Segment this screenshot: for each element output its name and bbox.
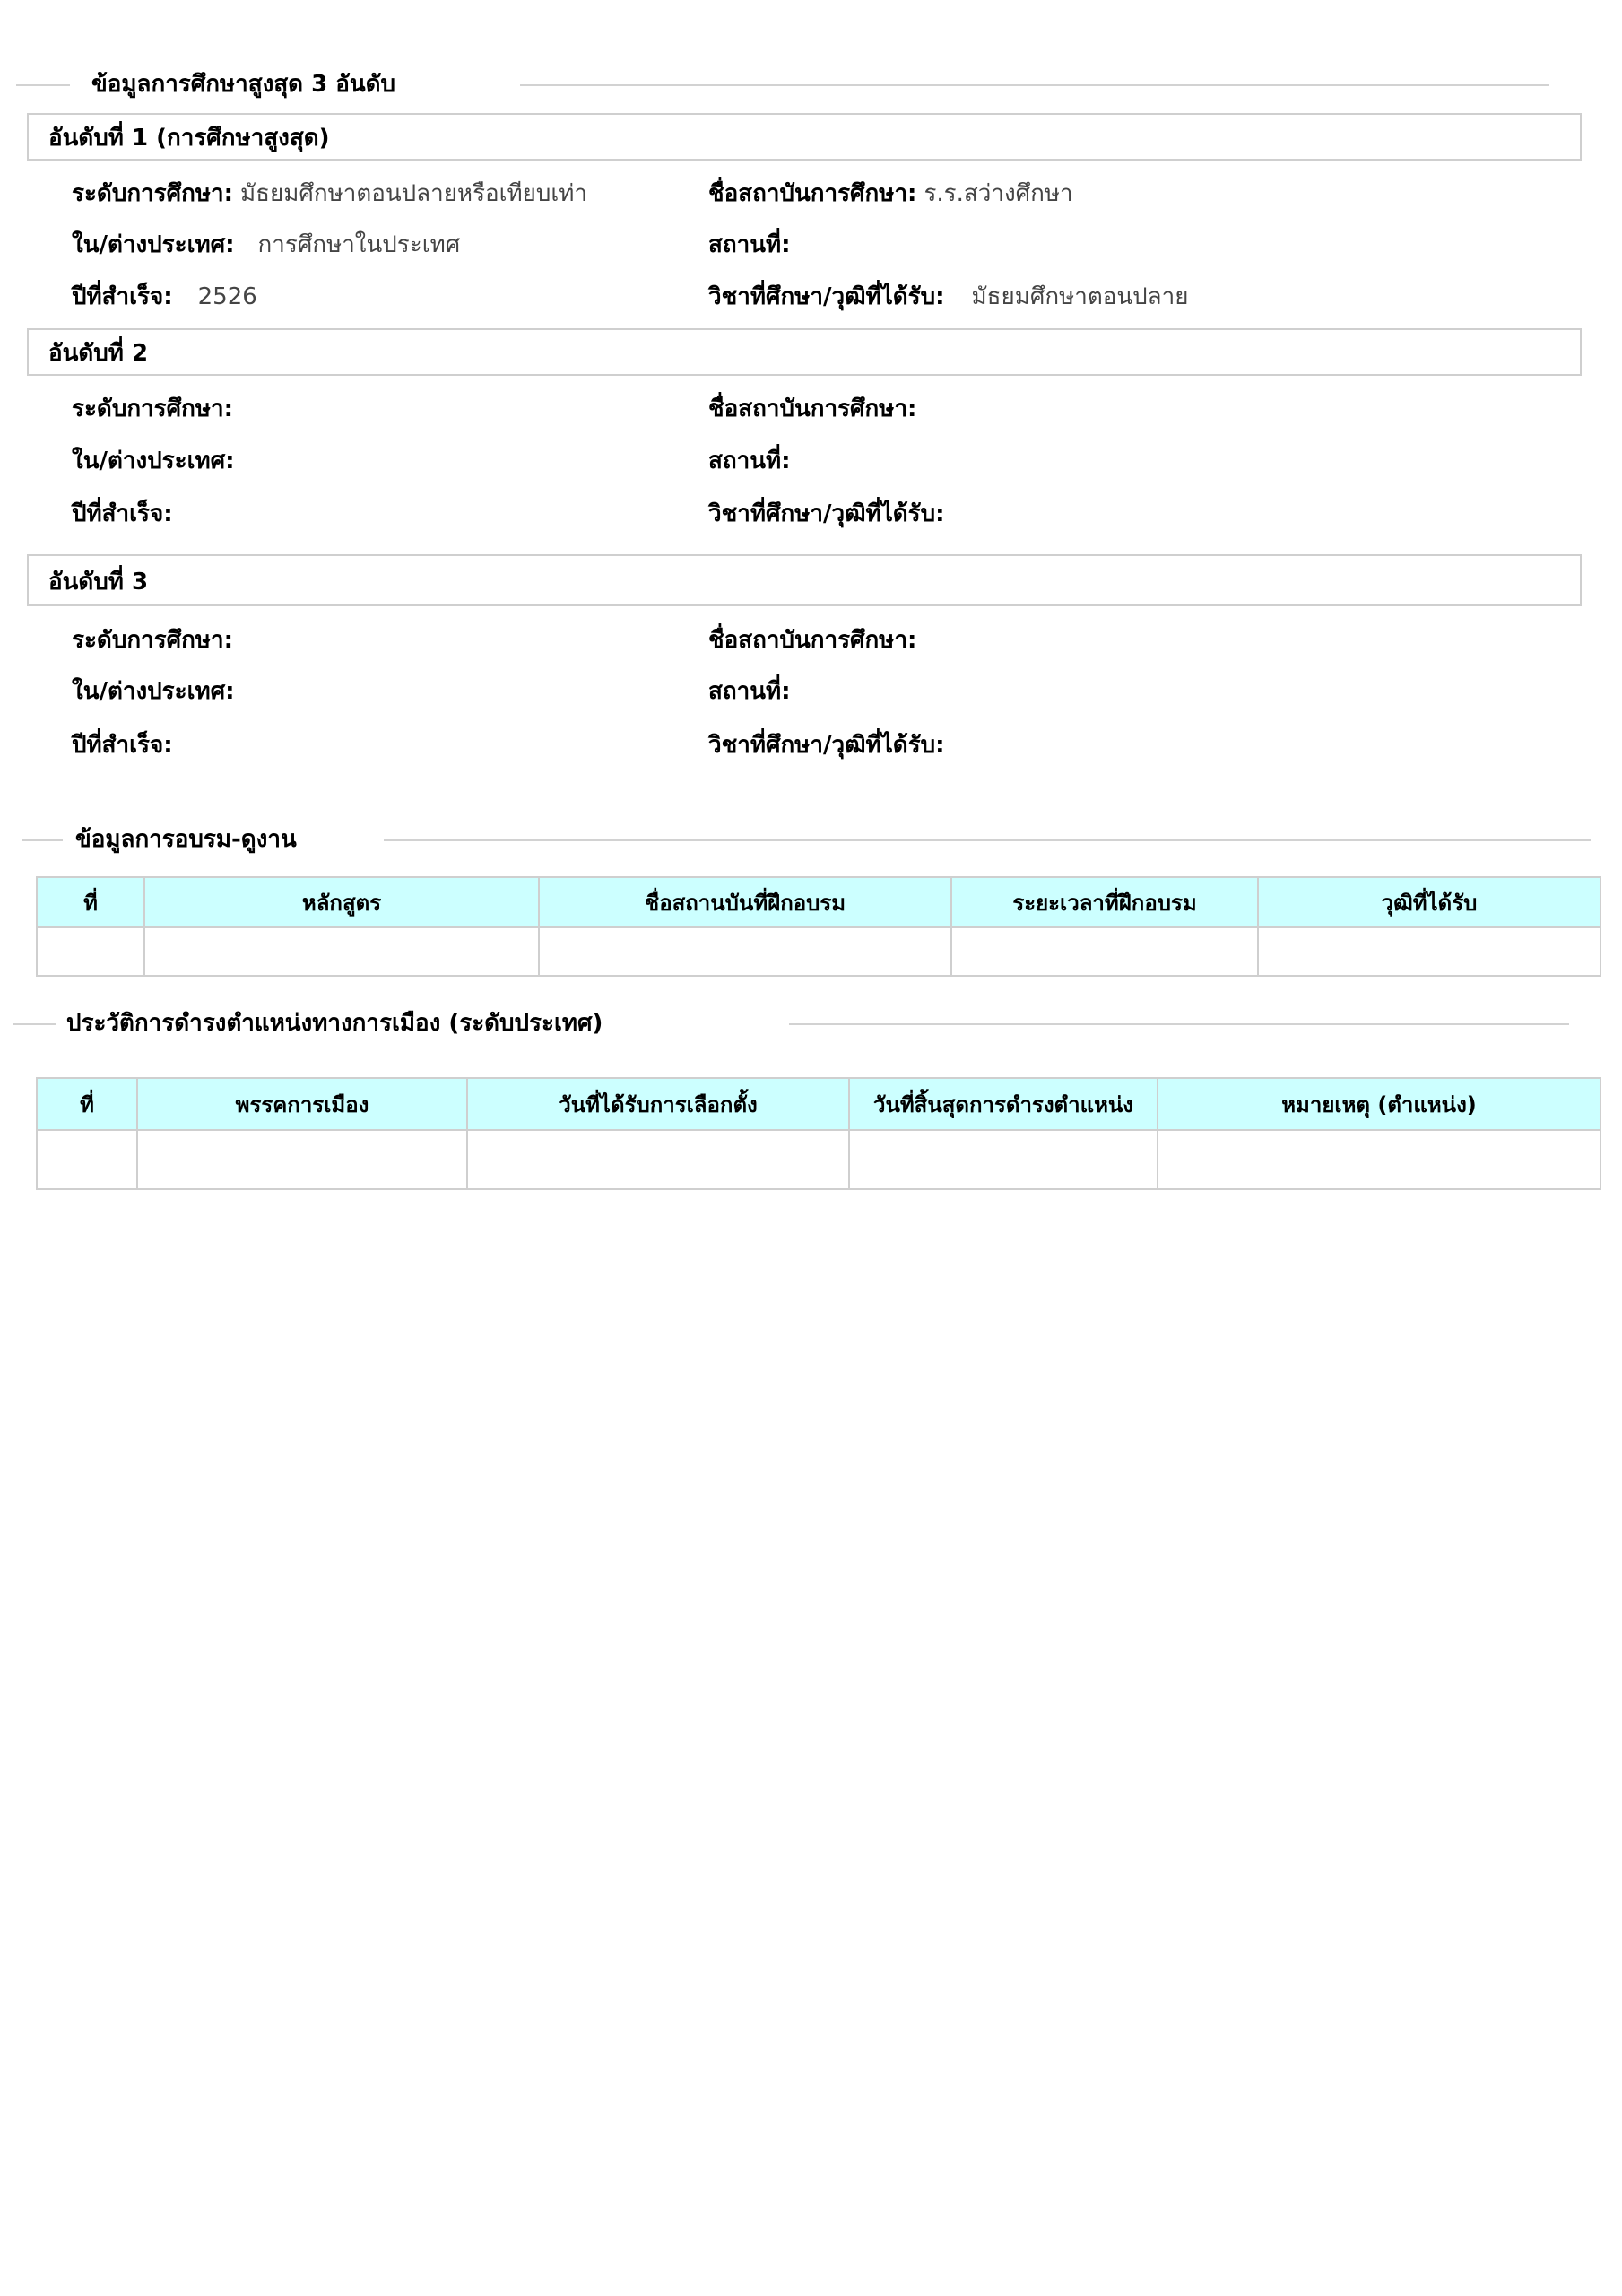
training-section-title: ข้อมูลการอบรม-ดูงาน [68,823,304,856]
label-place: สถานที่: [708,448,791,474]
training-table [36,876,1601,977]
politics-col-end-date: วันที่สิ้นสุดการดำรงตำแหน่ง [849,1078,1158,1130]
table-cell [467,1130,849,1189]
training-rule-left [22,839,63,841]
politics-rule-right [789,1023,1569,1025]
label-place: สถานที่: [708,678,791,705]
politics-section-title: ประวัติการดำรงตำแหน่งทางการเมือง (ระดับประเทศ) [59,1007,610,1039]
label-location-type: ใน/ต่างประเทศ: [72,448,235,474]
label-year: ปีที่สำเร็จ: [72,283,173,310]
training-col-duration: ระยะเวลาที่ฝึกอบรม [951,877,1258,927]
rank-1-header [27,113,1582,161]
table-cell [951,927,1258,976]
rank-2-place [708,445,803,477]
label-location-type: ใน/ต่างประเทศ: [72,678,235,705]
rank-2-title: อันดับที่ 2 [48,340,149,367]
training-col-certificate: วุฒิที่ได้รับ [1258,877,1600,927]
table-cell [1258,927,1600,976]
rank-2-header [27,328,1582,376]
label-level: ระดับการศึกษา: [72,396,234,422]
education-section-title: ข้อมูลการศึกษาสูงสุด 3 อันดับ [84,68,403,100]
table-row [37,1130,1600,1189]
table-cell [37,1130,137,1189]
rank-3-place [708,675,803,708]
value-level: มัธยมศึกษาตอนปลายหรือเทียบเท่า [240,180,588,207]
rank-1-title: อันดับที่ 1 (การศึกษาสูงสุด) [48,125,330,152]
rank-3-year [72,729,186,761]
training-col-institute: ชื่อสถานบันที่ฝึกอบรม [539,877,951,927]
table-cell [137,1130,467,1189]
label-level: ระดับการศึกษา: [72,180,234,207]
rank-3-level [72,624,246,657]
label-location-type: ใน/ต่างประเทศ: [72,231,235,258]
politics-col-remark: หมายเหตุ (ตำแหน่ง) [1158,1078,1600,1130]
rank-3-institution [708,624,929,657]
section-rule-left [16,84,70,86]
section-rule-right [520,84,1549,86]
rank-1-level [72,178,587,210]
label-year: ปีที่สำเร็จ: [72,500,173,527]
rank-3-header [27,554,1582,606]
label-major: วิชาที่ศึกษา/วุฒิที่ได้รับ: [708,500,945,527]
politics-table [36,1077,1601,1190]
rank-1-location-type [72,229,460,261]
rank-1-institution [708,178,1073,210]
politics-col-party: พรรคการเมือง [137,1078,467,1130]
label-institution: ชื่อสถาบันการศึกษา: [708,180,917,207]
table-cell [1158,1130,1600,1189]
politics-col-no: ที่ [37,1078,137,1130]
rank-1-place [708,229,803,261]
rank-2-year [72,498,186,530]
label-major: วิชาที่ศึกษา/วุฒิที่ได้รับ: [708,283,945,310]
table-cell [539,927,951,976]
label-place: สถานที่: [708,231,791,258]
table-cell [37,927,144,976]
rank-2-institution [708,393,929,425]
table-row [37,927,1600,976]
table-cell [849,1130,1158,1189]
rank-1-year [72,281,257,313]
rank-2-level [72,393,246,425]
rank-3-location-type [72,675,247,708]
value-year: 2526 [197,283,257,310]
value-major: มัธยมศึกษาตอนปลาย [971,283,1189,310]
rank-3-major [708,729,958,761]
value-location-type: การศึกษาในประเทศ [257,231,461,258]
label-major: วิชาที่ศึกษา/วุฒิที่ได้รับ: [708,732,945,759]
table-cell [144,927,539,976]
label-level: ระดับการศึกษา: [72,627,234,654]
politics-rule-left [13,1023,56,1025]
label-institution: ชื่อสถาบันการศึกษา: [708,396,917,422]
politics-col-elected-date: วันที่ได้รับการเลือกตั้ง [467,1078,849,1130]
rank-3-title: อันดับที่ 3 [48,569,149,596]
training-col-no: ที่ [37,877,144,927]
rank-2-major [708,498,958,530]
label-institution: ชื่อสถาบันการศึกษา: [708,627,917,654]
rank-2-location-type [72,445,247,477]
training-rule-right [384,839,1591,841]
label-year: ปีที่สำเร็จ: [72,732,173,759]
training-col-course: หลักสูตร [144,877,539,927]
value-institution: ร.ร.สว่างศึกษา [924,180,1073,207]
rank-1-major [708,281,1188,313]
